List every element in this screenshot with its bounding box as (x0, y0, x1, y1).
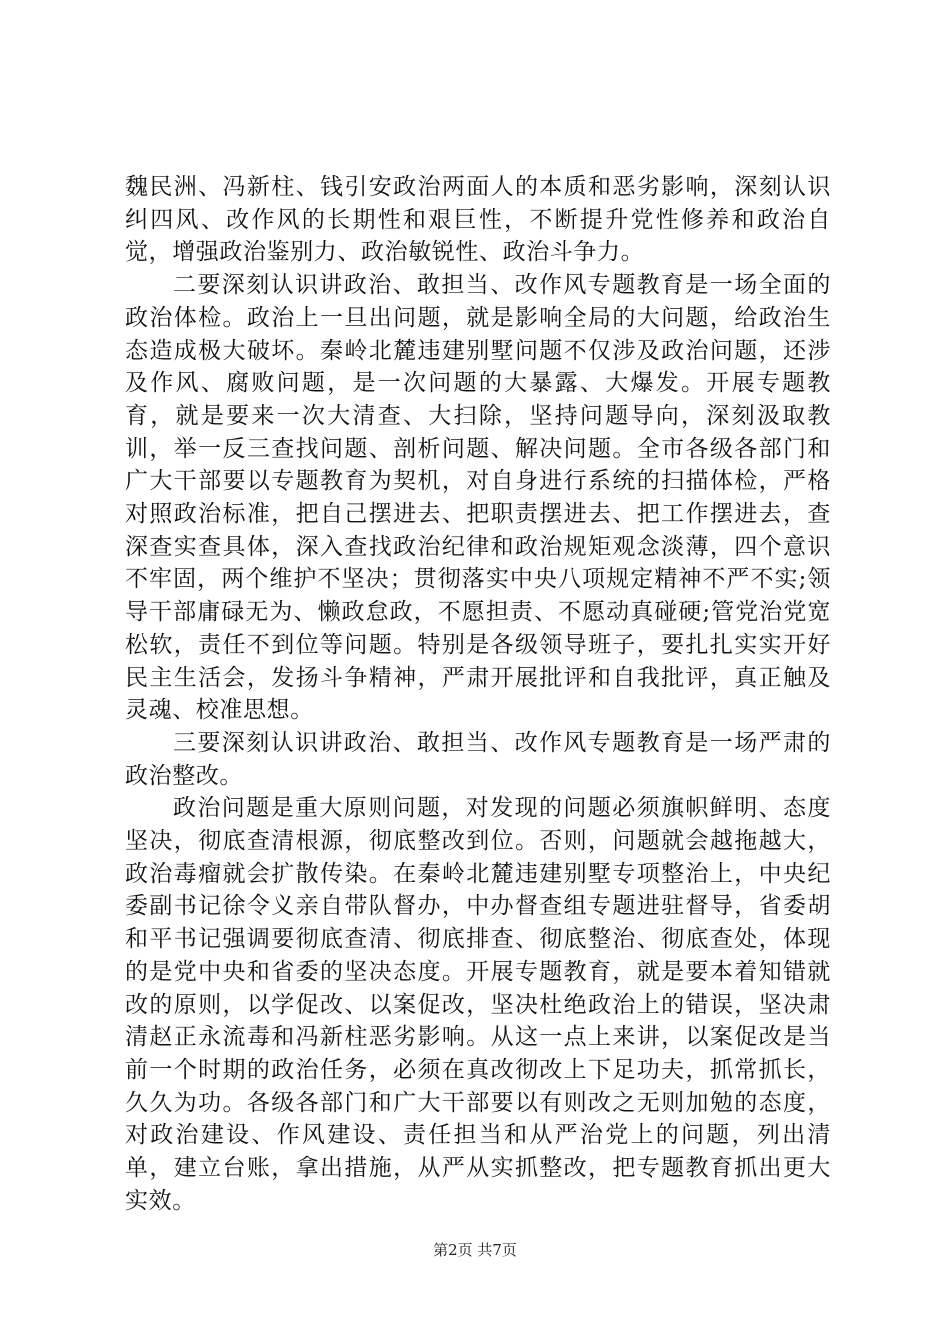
paragraph-continuation: 魏民洲、冯新柱、钱引安政治两面人的本质和恶劣影响，深刻认识纠四风、改作风的长期性和艰巨性，不断提升党性修养和政治自觉，增强政治鉴别力、政治敏锐性、政治斗争力。 (125, 174, 831, 266)
page-number-footer: 第2页 共7页 (433, 1241, 517, 1259)
document-body (125, 171, 831, 1218)
paragraph-political-checkup: 二要深刻认识讲政治、敢担当、改作风专题教育是一场全面的政治体检。政治上一旦出问题，就是影响全局的大问题，给政治生态造成极大破坏。秦岭北麓违建别墅问题不仅涉及政治问题，还涉及作风、腐败问题，是一次问题的大暴露、大爆发。开展专题教育，就是要来一次大清查、大扫除，坚持问题导向，深刻汲取教训，举一反三查找问题、剖析问题、解决问题。全市各级各部门和广大干部要以专题教育为契机，对自身进行系统的扫描体检，严格对照政治标准，把自己摆进去、把职责摆进去、把工作摆进去，查深查实查具体，深入查找政治纪律和政治规矩观念淡薄，四个意识不牢固，两个维护不坚决；贯彻落实中央八项规定精神不严不实;领导干部庸碌无为、懒政怠政，不愿担责、不愿动真碰硬;管党治党宽松软，责任不到位等问题。特别是各级领导班子，要扎扎实实开好民主生活会，发扬斗争精神，严肃开展批评和自我批评，真正触及灵魂、校准思想。 (125, 272, 831, 724)
paragraph-political-issues: 政治问题是重大原则问题，对发现的问题必须旗帜鲜明、态度坚决，彻底查清根源，彻底整改到位。否则，问题就会越拖越大，政治毒瘤就会扩散传染。在秦岭北麓违建别墅专项整治上，中央纪委副书记徐令义亲自带队督办，中办督查组专题进驻督导，省委胡和平书记强调要彻底查清、彻底排查、彻底整治、彻底查处，体现的是党中央和省委的坚决态度。开展专题教育，就是要本着知错就改的原则，以学促改、以案促改，坚决杜绝政治上的错误，坚决肃清赵正永流毒和冯新柱恶劣影响。从这一点上来讲，以案促改是当前一个时期的政治任务，必须在真改彻改上下足功夫，抓常抓长，久久为功。各级各部门和广大干部要以有则改之无则加勉的态度，对政治建设、作风建设、责任担当和从严治党上的问题，列出清单，建立台账，拿出措施，从严从实抓整改，把专题教育抓出更大实效。 (125, 795, 831, 1214)
paragraph-political-rectification-heading: 三要深刻认识讲政治、敢担当、改作风专题教育是一场严肃的政治整改。 (125, 729, 831, 789)
